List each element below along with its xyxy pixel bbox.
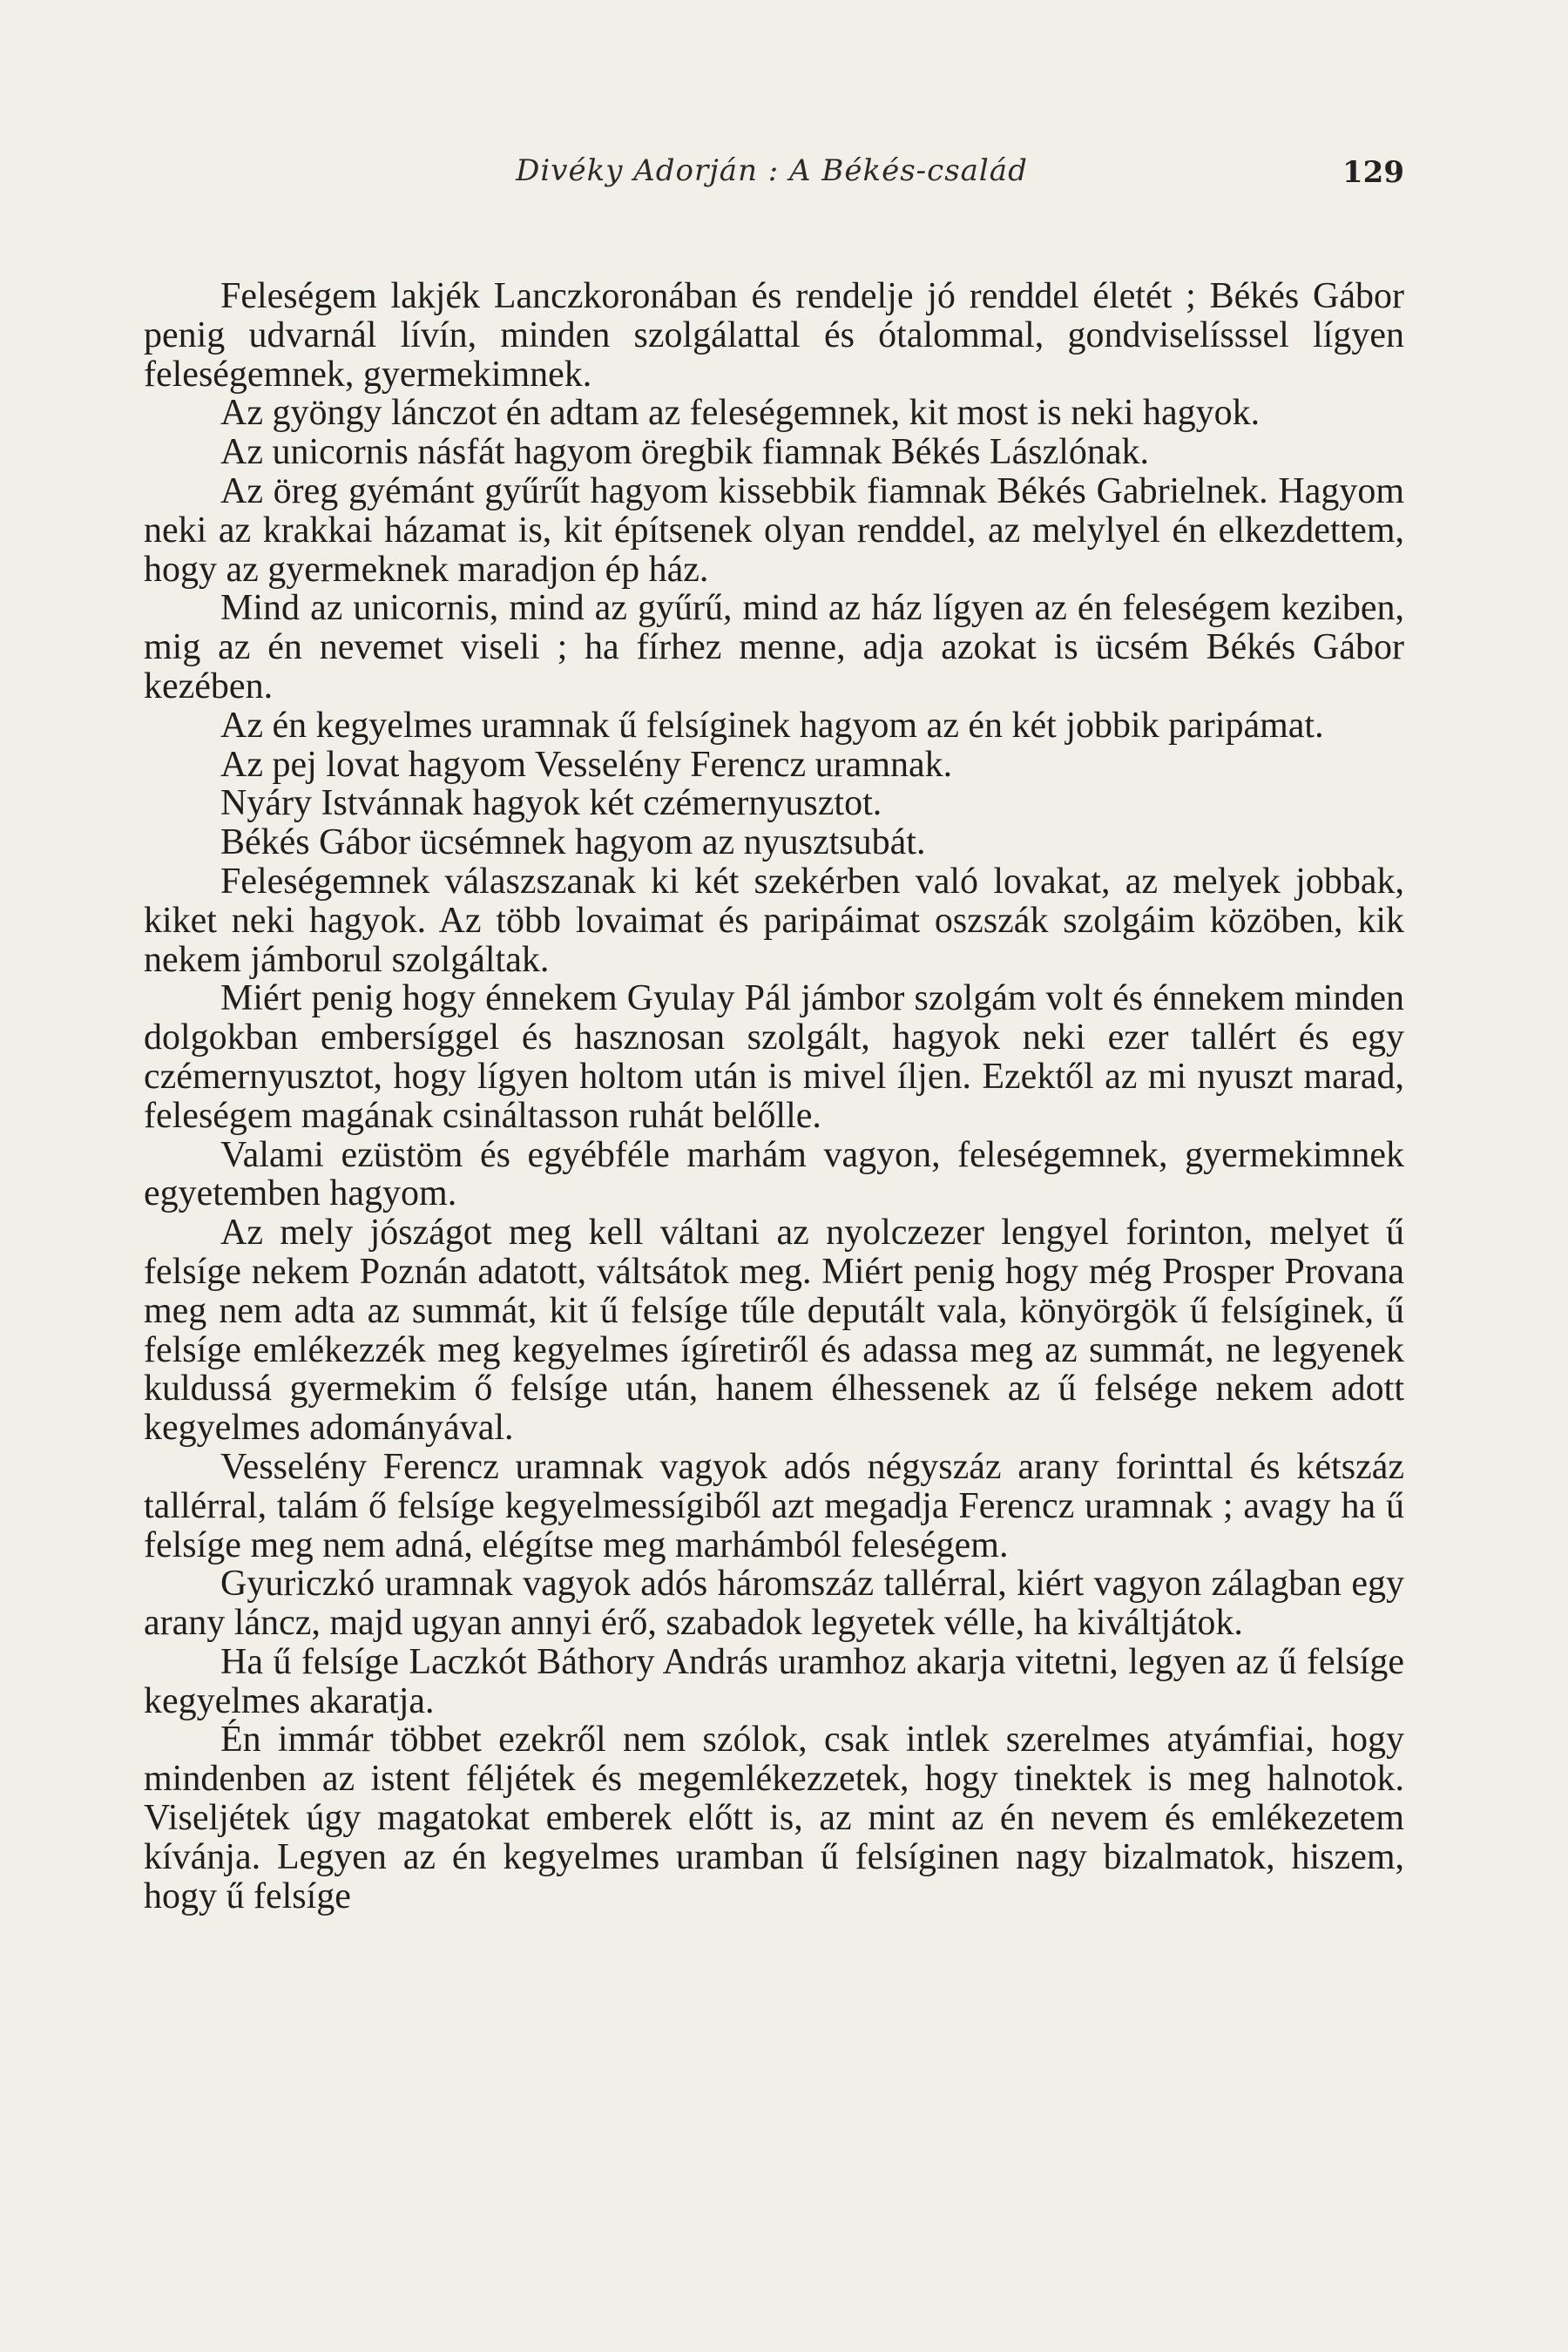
- paragraph: Az unicornis násfát hagyom öregbik fiamnak Békés Lászlónak.: [220, 432, 1150, 473]
- body-text: [144, 277, 1404, 1916]
- paragraph: Az öreg gyémánt gyűrűt hagyom kissebbik fiamnak Békés Gabrielnek. Hagyom neki az krakkai házamat is, kit építsenek olyan renddel, az melylyel én elkezdettem, hogy az gyermeknek maradjon ép ház.: [144, 470, 1404, 590]
- paragraph: Mind az unicornis, mind az gyűrű, mind az ház lígyen az én feleségem keziben, mig az én nevemet viseli ; ha fírhez menne, adja azokat is ücsém Békés Gábor kezében.: [144, 588, 1404, 706]
- paragraph: Vesselény Ferencz uramnak vagyok adós négyszáz arany forinttal és kétszáz tallérral, talám ő felsíge kegyelmessígiből azt megadja Ferencz uramnak ; avagy ha ű felsíge meg nem adná, elégítse meg marhámból feleségem.: [144, 1446, 1404, 1565]
- paragraph: Az mely jószágot meg kell váltani az nyolczezer lengyel forinton, melyet ű felsíge nekem Poznán adatott, váltsátok meg. Miért penig hogy még Prosper Provana meg nem adta az summát, kit ű felsíge tűle deputált vala, könyörgök ű felsíginek, ű felsíge emlékezzék meg kegyelmes ígíretiről és adassa meg az summát, ne legyenek kuldussá gyermekim ő felsíge után, hanem élhessenek az ű felsége nekem adott kegyelmes adományával.: [144, 1213, 1404, 1449]
- paragraph: Miért penig hogy énnekem Gyulay Pál jámbor szolgám volt és énnekem minden dolgokban embersíggel és hasznosan szolgált, hagyok neki ezer tallért és egy czémernyusztot, hogy lígyen holtom után is mivel íljen. Ezektől az mi nyuszt marad, feleségem magának csináltasson ruhát belőlle.: [144, 978, 1404, 1136]
- page-number: 129: [1342, 155, 1404, 190]
- paragraph: Nyáry Istvánnak hagyok két czémernyusztot.: [220, 783, 882, 824]
- paragraph: Gyuriczkó uramnak vagyok adós háromszáz tallérral, kiért vagyon zálagban egy arany láncz, majd ugyan annyi érő, szabadok legyetek vélle, ha kiváltjátok.: [144, 1564, 1404, 1644]
- running-title: Divéky Adorján : A Békés-család: [516, 153, 1028, 188]
- paragraph: Feleségem lakjék Lanczkoronában és rendelje jó renddel életét ; Békés Gábor penig udvarnál lívín, minden szolgálattal és ótalommal, gondviselísssel lígyen feleségemnek, gyermekimnek.: [144, 276, 1404, 395]
- paragraph: Én immár többet ezekről nem szólok, csak intlek szerelmes atyámfiai, hogy mindenben az istent féljétek és megemlékezzetek, hogy tinektek is meg halnotok. Viseljétek úgy magatokat emberek előtt is, az mint az én nevem és emlékezetem kívánja. Legyen az én kegyelmes uramban ű felsíginen nagy bizalmatok, hiszem, hogy ű felsíge: [144, 1720, 1404, 1916]
- paragraph: Valami ezüstöm és egyébféle marhám vagyon, feleségemnek, gyermekimnek egyetemben hagyom.: [144, 1134, 1404, 1214]
- paragraph: Békés Gábor ücsémnek hagyom az nyusztsubát.: [220, 822, 926, 863]
- paragraph: Feleségemnek válaszszanak ki két szekérben való lovakat, az melyek jobbak, kiket neki hagyok. Az több lovaimat és paripáimat oszszák szolgáim közöben, kik nekem jámborul szolgáltak.: [144, 861, 1404, 980]
- paragraph: Az én kegyelmes uramnak ű felsíginek hagyom az én két jobbik paripámat.: [220, 705, 1324, 746]
- paragraph: Az pej lovat hagyom Vesselény Ferencz uramnak.: [220, 744, 953, 785]
- paragraph: Ha ű felsíge Laczkót Báthory András uramhoz akarja vitetni, legyen az ű felsíge kegyelmes akaratja.: [144, 1641, 1404, 1721]
- paragraph: Az gyöngy lánczot én adtam az feleségemnek, kit most is neki hagyok.: [220, 393, 1260, 434]
- running-head: [139, 153, 1404, 206]
